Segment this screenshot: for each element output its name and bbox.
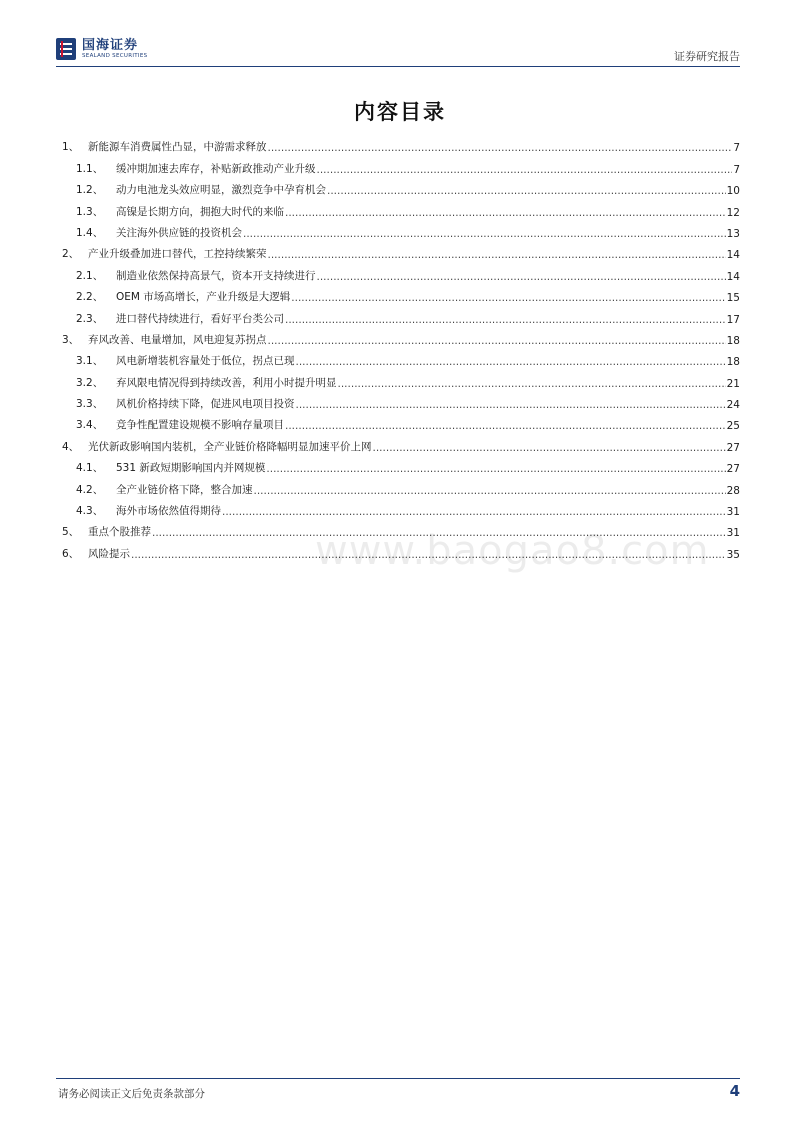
toc-entry[interactable] [62, 304, 740, 325]
toc-entry-number: 6、 [62, 547, 80, 560]
logo-name-cn: 国海证券 [82, 37, 139, 53]
toc-leader-dots [338, 378, 726, 390]
toc-leader-dots [285, 207, 726, 219]
toc-entry-page: 27 [726, 463, 740, 476]
toc-leader-dots [268, 335, 726, 347]
toc-entry-page: 25 [726, 420, 740, 433]
toc-entry-title: 新能源车消费属性凸显，中游需求释放 [88, 141, 267, 154]
page-header [56, 30, 740, 66]
toc-leader-dots [327, 185, 726, 197]
toc-entry[interactable] [62, 497, 740, 518]
toc-entry-number: 1.3、 [76, 205, 104, 218]
toc-entry-title: 进口替代持续进行，看好平台类公司 [116, 312, 284, 325]
toc-entry-number: 3.3、 [76, 398, 104, 411]
toc-entry-page: 15 [726, 292, 740, 305]
toc-entry-page: 13 [726, 227, 740, 240]
toc-leader-dots [285, 314, 726, 326]
toc-entry-page: 7 [733, 163, 740, 176]
toc-entry-title: 光伏新政影响国内装机，全产业链价格降幅明显加速平价上网 [88, 440, 372, 453]
toc-entry-number: 2、 [62, 248, 80, 261]
toc-entry-number: 2.1、 [76, 269, 104, 282]
toc-entry-number: 2.2、 [76, 291, 104, 304]
toc-entry-title: 制造业依然保持高景气，资本开支持续进行 [116, 269, 316, 282]
toc-entry-title: 高镍是长期方向，拥抱大时代的来临 [116, 205, 284, 218]
toc-leader-dots [243, 228, 726, 240]
toc-entry-page: 17 [726, 313, 740, 326]
toc-entry-number: 5、 [62, 526, 80, 539]
disclaimer-note: 请务必阅读正文后免责条款部分 [58, 1088, 205, 1100]
page-title: 内容目录 [354, 100, 446, 124]
toc-entry[interactable] [62, 326, 740, 347]
toc-entry-title: 风电新增装机容量处于低位，拐点已现 [116, 355, 295, 368]
report-type-label: 证券研究报告 [674, 50, 740, 63]
toc-entry-title: 风机价格持续下降，促进风电项目投资 [116, 398, 295, 411]
toc-entry[interactable] [62, 154, 740, 175]
toc-entry-number: 4.3、 [76, 505, 104, 518]
toc-entry-page: 7 [733, 142, 740, 155]
toc-entry[interactable] [62, 219, 740, 240]
toc-entry-number: 4、 [62, 440, 80, 453]
toc-entry-page: 27 [726, 441, 740, 454]
toc-entry-title: 全产业链价格下降，整合加速 [116, 483, 253, 496]
toc-leader-dots [266, 463, 725, 475]
toc-entry-title: 弃风限电情况得到持续改善，利用小时提升明显 [116, 376, 337, 389]
toc-entry-number: 3、 [62, 333, 80, 346]
toc-entry[interactable] [62, 240, 740, 261]
toc-entry[interactable] [62, 261, 740, 282]
sealand-logo-icon [56, 38, 76, 60]
toc-entry[interactable] [62, 347, 740, 368]
toc-entry-number: 3.1、 [76, 355, 104, 368]
toc-entry-number: 2.3、 [76, 312, 104, 325]
logo-name-en: SEALAND SECURITIES [82, 52, 148, 59]
toc-entry[interactable] [62, 283, 740, 304]
toc-entry-title: OEM 市场高增长，产业升级是大逻辑 [116, 291, 291, 304]
toc-entry-number: 3.2、 [76, 376, 104, 389]
toc-leader-dots [296, 399, 726, 411]
toc-leader-dots [285, 420, 726, 432]
toc-entry-title: 缓冲期加速去库存，补贴新政推动产业升级 [116, 162, 316, 175]
toc-entry[interactable] [62, 368, 740, 389]
toc-entry-title: 产业升级叠加进口替代，工控持续繁荣 [88, 248, 267, 261]
toc-leader-dots [317, 271, 726, 283]
page-number: 4 [729, 1082, 740, 1100]
toc-entry-page: 31 [726, 527, 740, 540]
toc-entry[interactable] [62, 390, 740, 411]
toc-entry-page: 18 [726, 334, 740, 347]
toc-entry-title: 风险提示 [88, 547, 130, 560]
footer-divider [56, 1078, 740, 1079]
toc-leader-dots [222, 506, 726, 518]
toc-entry-number: 3.4、 [76, 419, 104, 432]
toc-leader-dots [317, 164, 733, 176]
table-of-contents [62, 133, 740, 561]
toc-entry[interactable] [62, 133, 740, 154]
toc-entry[interactable] [62, 176, 740, 197]
toc-entry-page: 12 [726, 206, 740, 219]
toc-entry-title: 弃风改善、电量增加，风电迎复苏拐点 [88, 333, 267, 346]
toc-entry[interactable] [62, 475, 740, 496]
toc-entry[interactable] [62, 197, 740, 218]
toc-entry-page: 24 [726, 399, 740, 412]
toc-entry-number: 1、 [62, 141, 80, 154]
toc-entry[interactable] [62, 454, 740, 475]
toc-entry-title: 重点个股推荐 [88, 526, 151, 539]
toc-entry-page: 21 [726, 377, 740, 390]
company-logo [56, 36, 147, 62]
toc-entry[interactable] [62, 432, 740, 453]
toc-leader-dots [291, 292, 725, 304]
toc-entry-page: 18 [726, 356, 740, 369]
toc-entry-title: 动力电池龙头效应明显，激烈竞争中孕育机会 [116, 184, 326, 197]
toc-leader-dots [254, 485, 726, 497]
toc-entry-page: 31 [726, 506, 740, 519]
toc-entry-page: 14 [726, 270, 740, 283]
toc-entry-number: 4.1、 [76, 462, 104, 475]
toc-entry-page: 10 [726, 185, 740, 198]
toc-entry-number: 1.4、 [76, 226, 104, 239]
toc-entry-page: 14 [726, 249, 740, 262]
toc-entry-title: 关注海外供应链的投资机会 [116, 226, 242, 239]
toc-entry-title: 531 新政短期影响国内并网规模 [116, 462, 266, 475]
toc-entry-page: 35 [726, 548, 740, 561]
header-divider [56, 66, 740, 67]
toc-leader-dots [296, 356, 726, 368]
toc-leader-dots [268, 142, 733, 154]
toc-entry-number: 1.2、 [76, 184, 104, 197]
toc-entry-page: 28 [726, 484, 740, 497]
toc-leader-dots [373, 442, 726, 454]
toc-entry-number: 1.1、 [76, 162, 104, 175]
toc-entry-number: 4.2、 [76, 483, 104, 496]
toc-entry-title: 竞争性配置建设规模不影响存量项目 [116, 419, 284, 432]
toc-leader-dots [268, 249, 726, 261]
toc-entry[interactable] [62, 411, 740, 432]
watermark: www.baogao8.com [315, 528, 710, 574]
toc-entry-title: 海外市场依然值得期待 [116, 505, 221, 518]
